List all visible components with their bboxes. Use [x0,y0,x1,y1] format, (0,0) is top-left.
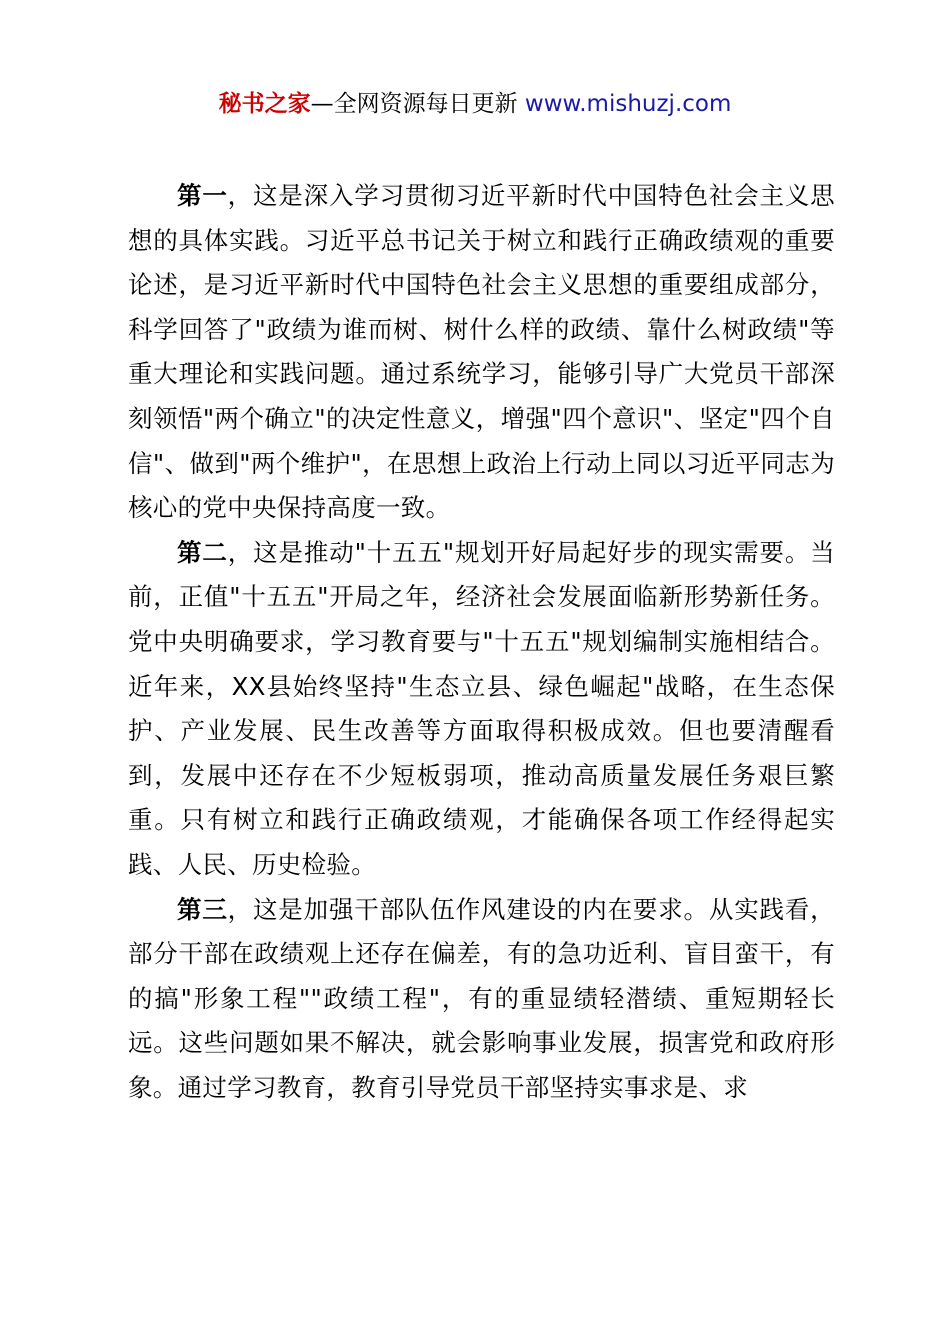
paragraph-lead: 第二 [177,537,228,567]
paragraph-text: ，这是深入学习贯彻习近平新时代中国特色社会主义思想的具体实践。习近平总书记关于树立和践行正确政绩观的重要论述，是习近平新时代中国特色社会主义思想的重要组成部分，科学回答了"政绩为谁而树、树什么样的政绩、靠什么树政绩"等重大理论和实践问题。通过系统学习，能够引导广大党员干部深刻领悟"两个确立"的决定性意义，增强"四个意识"、坚定"四个自信"、做到"两个维护"，在思想上政治上行动上同以习近平同志为核心的党中央保持高度一致。 [128,181,835,523]
paragraph-text: ，这是加强干部队伍作风建设的内在要求。从实践看，部分干部在政绩观上还存在偏差，有的急功近利、盲目蛮干，有的搞"形象工程""政绩工程"，有的重显绩轻潜绩、重短期轻长远。这些问题如果不解决，就会影响事业发展，损害党和政府形象。通过学习教育，教育引导党员干部坚持实事求是、求 [128,894,835,1102]
site-header [0,88,950,120]
site-url-link[interactable]: www.mishuzj.com [524,91,732,117]
document-body [128,174,835,1110]
site-tagline: —全网资源每日更新 [310,91,525,117]
paragraph-lead: 第一 [177,181,228,210]
paragraph-third [128,888,835,1111]
paragraph-first [128,174,835,531]
site-brand: 秘书之家 [218,91,311,117]
paragraph-lead: 第三 [177,894,228,924]
paragraph-second [128,531,835,888]
paragraph-text: ，这是推动"十五五"规划开好局起好步的现实需要。当前，正值"十五五"开局之年，经济社会发展面临新形势新任务。党中央明确要求，学习教育要与"十五五"规划编制实施相结合。近年来，XX县始终坚持"生态立县、绿色崛起"战略，在生态保护、产业发展、民生改善等方面取得积极成效。但也要清醒看到，发展中还存在不少短板弱项，推动高质量发展任务艰巨繁重。只有树立和践行正确政绩观，才能确保各项工作经得起实践、人民、历史检验。 [128,537,835,879]
